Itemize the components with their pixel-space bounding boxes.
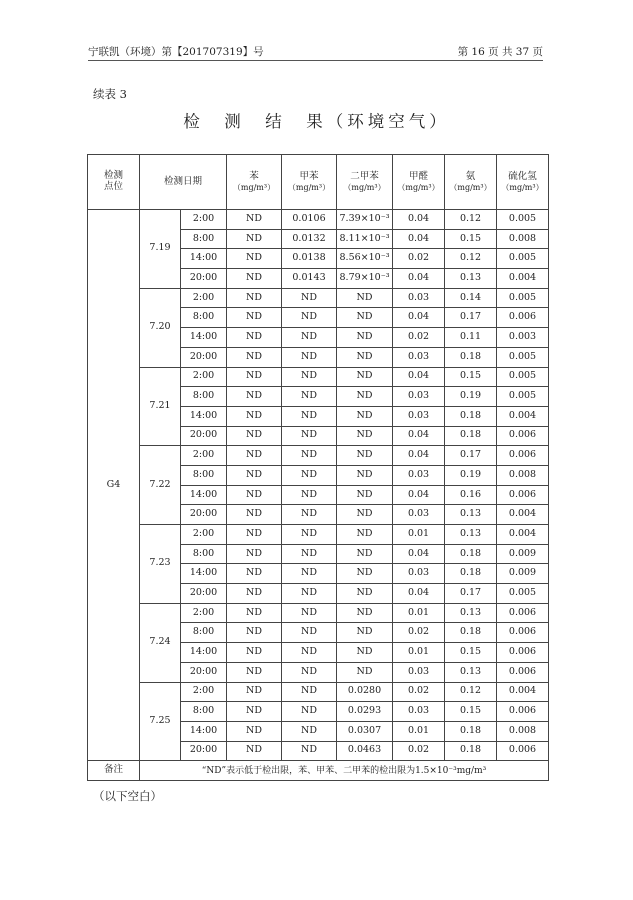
value-cell: 0.17: [445, 446, 497, 466]
value-cell: 0.03: [393, 406, 445, 426]
value-cell: ND: [337, 623, 393, 643]
pollutant-unit: （mg/m³）: [232, 182, 276, 192]
value-cell: 0.004: [497, 682, 549, 702]
value-cell: 0.02: [393, 249, 445, 269]
time-cell: 14:00: [181, 406, 227, 426]
value-cell: 0.04: [393, 229, 445, 249]
value-cell: 0.04: [393, 367, 445, 387]
date-cell: 7.23: [140, 525, 181, 604]
value-cell: ND: [337, 525, 393, 545]
value-cell: 0.19: [445, 387, 497, 407]
value-cell: 0.01: [393, 721, 445, 741]
value-cell: 0.004: [497, 505, 549, 525]
value-cell: 0.008: [497, 229, 549, 249]
value-cell: ND: [227, 643, 282, 663]
value-cell: 0.13: [445, 525, 497, 545]
value-cell: ND: [282, 741, 337, 761]
value-cell: ND: [227, 229, 282, 249]
value-cell: 0.14: [445, 288, 497, 308]
header-pollutant: [227, 155, 282, 210]
value-cell: 0.03: [393, 564, 445, 584]
value-cell: 0.03: [393, 465, 445, 485]
value-cell: 0.02: [393, 682, 445, 702]
value-cell: 0.04: [393, 485, 445, 505]
value-cell: 0.004: [497, 269, 549, 289]
value-cell: ND: [337, 367, 393, 387]
value-cell: ND: [227, 485, 282, 505]
header-location: [88, 155, 140, 210]
value-cell: 0.18: [445, 544, 497, 564]
value-cell: ND: [282, 406, 337, 426]
value-cell: 0.04: [393, 446, 445, 466]
value-cell: 0.03: [393, 387, 445, 407]
value-cell: ND: [282, 623, 337, 643]
value-cell: ND: [227, 584, 282, 604]
value-cell: ND: [337, 643, 393, 663]
time-cell: 8:00: [181, 229, 227, 249]
header-location-label: 检测 点位: [103, 170, 123, 192]
date-cell: 7.19: [140, 210, 181, 289]
value-cell: 0.006: [497, 446, 549, 466]
time-cell: 8:00: [181, 702, 227, 722]
value-cell: 0.04: [393, 308, 445, 328]
time-cell: 20:00: [181, 662, 227, 682]
results-table-body: [88, 155, 549, 781]
value-cell: 0.15: [445, 702, 497, 722]
value-cell: 0.04: [393, 426, 445, 446]
value-cell: ND: [227, 702, 282, 722]
value-cell: 0.006: [497, 741, 549, 761]
value-cell: 0.19: [445, 465, 497, 485]
continued-table-label: 续表 3: [93, 87, 127, 101]
value-cell: 0.13: [445, 662, 497, 682]
header-report-number: 宁联凯（环境）第【201707319】号: [88, 46, 264, 58]
time-cell: 14:00: [181, 328, 227, 348]
value-cell: ND: [227, 210, 282, 230]
table-row: [88, 525, 549, 545]
value-cell: ND: [227, 465, 282, 485]
value-cell: 0.04: [393, 269, 445, 289]
value-cell: ND: [282, 525, 337, 545]
header-date-label: 检测日期: [164, 175, 203, 187]
value-cell: 0.04: [393, 584, 445, 604]
value-cell: ND: [282, 702, 337, 722]
value-cell: ND: [282, 367, 337, 387]
value-cell: 0.02: [393, 741, 445, 761]
value-cell: 0.0132: [282, 229, 337, 249]
value-cell: 0.18: [445, 623, 497, 643]
date-cell: 7.24: [140, 603, 181, 682]
value-cell: 0.01: [393, 643, 445, 663]
value-cell: ND: [282, 721, 337, 741]
value-cell: 0.13: [445, 269, 497, 289]
value-cell: 0.03: [393, 347, 445, 367]
time-cell: 8:00: [181, 465, 227, 485]
value-cell: 0.12: [445, 249, 497, 269]
time-cell: 2:00: [181, 682, 227, 702]
value-cell: 0.0293: [337, 702, 393, 722]
value-cell: 0.006: [497, 662, 549, 682]
value-cell: 0.009: [497, 564, 549, 584]
value-cell: ND: [227, 328, 282, 348]
value-cell: 0.0138: [282, 249, 337, 269]
time-cell: 14:00: [181, 721, 227, 741]
value-cell: 0.005: [497, 584, 549, 604]
value-cell: 0.04: [393, 210, 445, 230]
value-cell: 0.04: [393, 544, 445, 564]
value-cell: ND: [227, 721, 282, 741]
value-cell: ND: [337, 544, 393, 564]
value-cell: ND: [282, 643, 337, 663]
value-cell: ND: [337, 446, 393, 466]
value-cell: ND: [337, 387, 393, 407]
value-cell: 0.003: [497, 328, 549, 348]
value-cell: ND: [282, 328, 337, 348]
date-cell: 7.25: [140, 682, 181, 761]
value-cell: ND: [337, 564, 393, 584]
value-cell: 0.18: [445, 741, 497, 761]
note-label: 备注: [88, 761, 140, 781]
value-cell: 0.01: [393, 525, 445, 545]
value-cell: 8.11×10⁻³: [337, 229, 393, 249]
header-divider: [88, 60, 543, 61]
value-cell: 0.18: [445, 347, 497, 367]
time-cell: 20:00: [181, 347, 227, 367]
value-cell: ND: [227, 603, 282, 623]
value-cell: 8.79×10⁻³: [337, 269, 393, 289]
time-cell: 8:00: [181, 623, 227, 643]
value-cell: 0.009: [497, 544, 549, 564]
value-cell: ND: [282, 347, 337, 367]
value-cell: ND: [227, 623, 282, 643]
value-cell: 0.03: [393, 702, 445, 722]
pollutant-name: 苯: [249, 170, 259, 182]
time-cell: 14:00: [181, 564, 227, 584]
value-cell: 0.03: [393, 662, 445, 682]
time-cell: 20:00: [181, 505, 227, 525]
value-cell: 0.15: [445, 229, 497, 249]
value-cell: 0.02: [393, 623, 445, 643]
value-cell: ND: [227, 387, 282, 407]
pollutant-name: 甲醛: [409, 170, 429, 182]
value-cell: ND: [337, 465, 393, 485]
value-cell: 0.18: [445, 721, 497, 741]
date-cell: 7.22: [140, 446, 181, 525]
pollutant-name: 甲苯: [299, 170, 319, 182]
value-cell: ND: [282, 308, 337, 328]
time-cell: 14:00: [181, 249, 227, 269]
value-cell: ND: [282, 603, 337, 623]
value-cell: ND: [282, 544, 337, 564]
note-row: [88, 761, 549, 781]
value-cell: 0.008: [497, 721, 549, 741]
value-cell: ND: [227, 682, 282, 702]
value-cell: 0.0143: [282, 269, 337, 289]
value-cell: 0.16: [445, 485, 497, 505]
value-cell: ND: [337, 426, 393, 446]
time-cell: 8:00: [181, 544, 227, 564]
value-cell: 0.17: [445, 308, 497, 328]
value-cell: ND: [227, 426, 282, 446]
value-cell: ND: [282, 288, 337, 308]
value-cell: ND: [337, 662, 393, 682]
value-cell: 0.03: [393, 505, 445, 525]
value-cell: ND: [227, 741, 282, 761]
value-cell: 0.006: [497, 643, 549, 663]
location-cell: G4: [88, 210, 140, 761]
value-cell: 0.13: [445, 505, 497, 525]
time-cell: 2:00: [181, 288, 227, 308]
time-cell: 2:00: [181, 603, 227, 623]
value-cell: 0.004: [497, 406, 549, 426]
time-cell: 20:00: [181, 269, 227, 289]
time-cell: 20:00: [181, 584, 227, 604]
value-cell: ND: [282, 446, 337, 466]
value-cell: ND: [227, 505, 282, 525]
value-cell: 0.0307: [337, 721, 393, 741]
value-cell: 0.005: [497, 347, 549, 367]
time-cell: 14:00: [181, 643, 227, 663]
value-cell: 0.01: [393, 603, 445, 623]
value-cell: 0.17: [445, 584, 497, 604]
pollutant-unit: （mg/m³）: [343, 182, 386, 192]
value-cell: 0.0463: [337, 741, 393, 761]
value-cell: 0.005: [497, 367, 549, 387]
pollutant-unit: （mg/m³）: [397, 182, 440, 192]
table-row: [88, 367, 549, 387]
value-cell: 7.39×10⁻³: [337, 210, 393, 230]
header-pollutant: [445, 155, 497, 210]
date-cell: 7.21: [140, 367, 181, 446]
value-cell: ND: [227, 308, 282, 328]
value-cell: ND: [282, 387, 337, 407]
value-cell: 0.006: [497, 702, 549, 722]
date-cell: 7.20: [140, 288, 181, 367]
value-cell: ND: [282, 682, 337, 702]
value-cell: 0.02: [393, 328, 445, 348]
time-cell: 14:00: [181, 485, 227, 505]
time-cell: 2:00: [181, 525, 227, 545]
value-cell: ND: [282, 485, 337, 505]
value-cell: ND: [282, 564, 337, 584]
header-pollutant: [337, 155, 393, 210]
value-cell: ND: [337, 328, 393, 348]
table-row: [88, 210, 549, 230]
value-cell: ND: [337, 584, 393, 604]
value-cell: ND: [337, 603, 393, 623]
value-cell: ND: [337, 406, 393, 426]
value-cell: ND: [227, 367, 282, 387]
value-cell: ND: [227, 288, 282, 308]
value-cell: ND: [227, 249, 282, 269]
time-cell: 2:00: [181, 446, 227, 466]
value-cell: ND: [227, 347, 282, 367]
value-cell: 0.18: [445, 406, 497, 426]
value-cell: 0.13: [445, 603, 497, 623]
value-cell: ND: [337, 288, 393, 308]
time-cell: 20:00: [181, 426, 227, 446]
value-cell: ND: [227, 525, 282, 545]
value-cell: ND: [282, 584, 337, 604]
header-pollutant: [497, 155, 549, 210]
value-cell: ND: [227, 544, 282, 564]
blank-below-note: （以下空白）: [93, 789, 162, 803]
value-cell: 0.006: [497, 426, 549, 446]
value-cell: ND: [337, 347, 393, 367]
value-cell: ND: [227, 662, 282, 682]
header-pollutant: [282, 155, 337, 210]
value-cell: ND: [227, 446, 282, 466]
value-cell: ND: [282, 465, 337, 485]
value-cell: 0.004: [497, 525, 549, 545]
value-cell: 0.03: [393, 288, 445, 308]
value-cell: 0.15: [445, 367, 497, 387]
time-cell: 20:00: [181, 741, 227, 761]
value-cell: 0.006: [497, 603, 549, 623]
value-cell: 8.56×10⁻³: [337, 249, 393, 269]
pollutant-name: 氨: [465, 170, 476, 182]
time-cell: 2:00: [181, 367, 227, 387]
time-cell: 8:00: [181, 387, 227, 407]
header-date: [140, 155, 227, 210]
page-title: 检 测 结 果（环境空气）: [183, 112, 450, 131]
value-cell: 0.18: [445, 426, 497, 446]
value-cell: ND: [227, 269, 282, 289]
time-cell: 8:00: [181, 308, 227, 328]
time-cell: 2:00: [181, 210, 227, 230]
table-row: [88, 446, 549, 466]
table-row: [88, 288, 549, 308]
value-cell: 0.005: [497, 210, 549, 230]
pollutant-unit: （mg/m³）: [501, 182, 544, 192]
value-cell: 0.18: [445, 564, 497, 584]
pollutant-unit: （mg/m³）: [449, 182, 492, 192]
note-text: “ND”表示低于检出限，苯、甲苯、二甲苯的检出限为1.5×10⁻³mg/m³: [140, 761, 549, 781]
value-cell: 0.0280: [337, 682, 393, 702]
table-header-row: [88, 155, 549, 210]
value-cell: ND: [337, 505, 393, 525]
pollutant-name: 二甲苯: [350, 170, 379, 182]
value-cell: ND: [227, 564, 282, 584]
value-cell: ND: [282, 505, 337, 525]
value-cell: ND: [282, 426, 337, 446]
value-cell: 0.006: [497, 485, 549, 505]
value-cell: 0.006: [497, 623, 549, 643]
pollutant-name: 硫化氢: [508, 170, 537, 182]
value-cell: 0.005: [497, 387, 549, 407]
value-cell: 0.005: [497, 288, 549, 308]
value-cell: 0.005: [497, 249, 549, 269]
value-cell: 0.12: [445, 210, 497, 230]
table-row: [88, 603, 549, 623]
value-cell: ND: [337, 485, 393, 505]
results-table: [87, 154, 549, 781]
value-cell: 0.11: [445, 328, 497, 348]
value-cell: 0.15: [445, 643, 497, 663]
pollutant-unit: （mg/m³）: [287, 182, 331, 192]
value-cell: 0.008: [497, 465, 549, 485]
header-page-number: 第 16 页 共 37 页: [457, 46, 543, 58]
header-pollutant: [393, 155, 445, 210]
value-cell: 0.12: [445, 682, 497, 702]
table-row: [88, 682, 549, 702]
value-cell: ND: [282, 662, 337, 682]
value-cell: ND: [337, 308, 393, 328]
value-cell: 0.006: [497, 308, 549, 328]
value-cell: ND: [227, 406, 282, 426]
value-cell: 0.0106: [282, 210, 337, 230]
